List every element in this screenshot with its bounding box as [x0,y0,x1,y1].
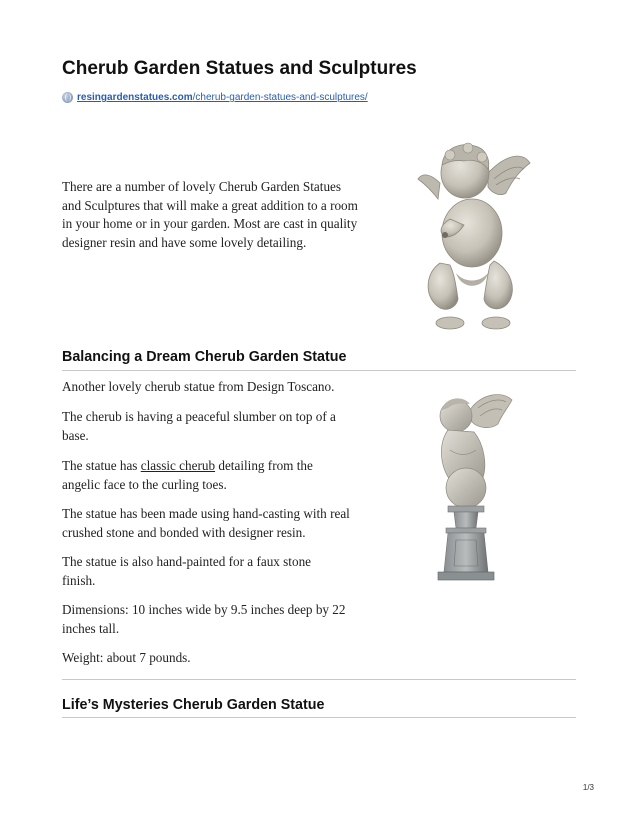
body-paragraph: The statue is also hand-painted for a faux stone finish. [62,554,312,588]
body-paragraph: Weight: about 7 pounds. [62,650,191,665]
page-title: Cherub Garden Statues and Sculptures [62,58,417,79]
section-heading-lifes-mysteries: Life’s Mysteries Cherub Garden Statue [62,697,325,713]
source-domain[interactable]: resingardenstatues.com [77,92,193,103]
body-paragraph: Dimensions: 10 inches wide by 9.5 inches deep by 22 inches tall. [62,602,346,636]
source-path[interactable]: /cherub-garden-statues-and-sculptures/ [192,92,368,103]
globe-icon [62,92,73,103]
intro-paragraph: There are a number of lovely Cherub Garden Statues and Sculptures that will make a great addition to a room in your home or in your garden. Most are cast in quality designer resin and have some lovely detailing. [62,179,358,250]
section-heading-balancing-dream: Balancing a Dream Cherub Garden Statue [62,349,347,365]
body-paragraph [62,457,352,494]
section-divider [62,717,576,718]
body-paragraph: Another lovely cherub statue from Design Toscano. [62,379,335,394]
sleeping-cherub-pedestal-statue-image [422,390,522,585]
page-number: 1/3 [582,783,594,792]
body-paragraph: The statue has been made using hand-casting with real crushed stone and bonded with designer resin. [62,506,350,540]
section-divider [62,370,576,371]
source-url[interactable] [62,92,368,103]
body-paragraph: The cherub is having a peaceful slumber on top of a base. [62,409,336,443]
section-divider [62,679,576,680]
crouching-cherub-statue-image [410,133,534,333]
paragraph-text: detailing from the angelic face to the curling toes. [62,458,313,492]
paragraph-text: The statue has [62,458,141,473]
classic-cherub-link[interactable]: classic cherub [140,458,216,473]
